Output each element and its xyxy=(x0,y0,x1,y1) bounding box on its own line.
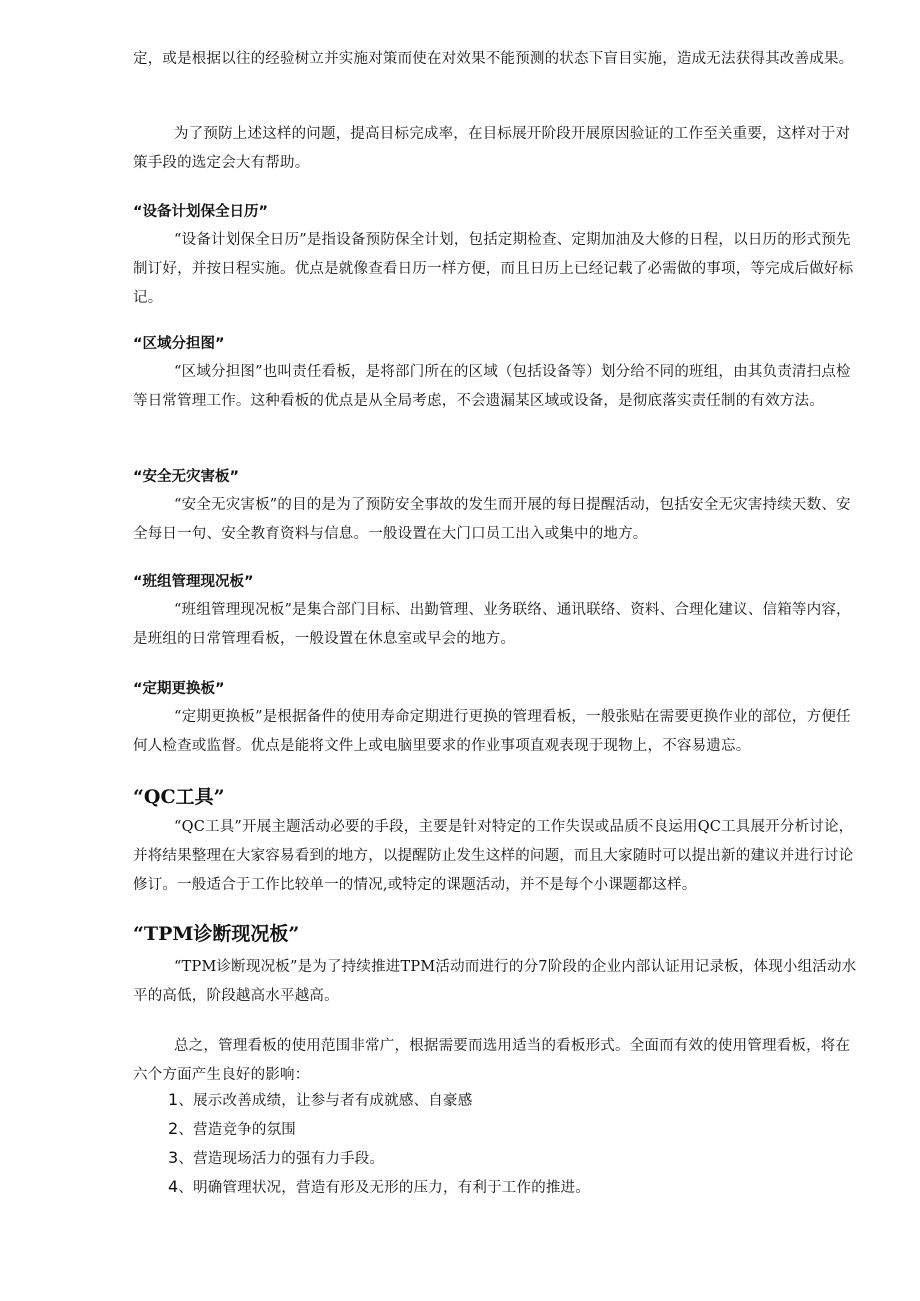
list-item-text: 、明确管理状况，营造有形及无形的压力，有利于工作的推进。 xyxy=(178,1180,590,1196)
conclusion-paragraph: 总之，管理看板的使用范围非常广，根据需要而选用适当的看板形式。全面而有效的使用管理看板，将在六个方面产生良好的影响： xyxy=(133,1038,851,1083)
section-heading-qc-tools: “QC工具” xyxy=(133,786,225,808)
section-heading-safety-board: “安全无灾害板” xyxy=(133,469,240,485)
section-body-qc-tools: “QC工具”开展主题活动必要的手段，主要是针对特定的工作失误或品质不良运用QC工具展开分析讨论，并将结果整理在大家容易看到的地方，以提醒防止发生这样的问题，而且大家随时可以提出新的建议并进行讨论修订。一般适合于工作比较单一的情况,或特定的课题活动，并不是每个小课题都这样。 xyxy=(133,819,854,893)
section-body-replacement-board: “定期更换板”是根据备件的使用寿命定期进行更换的管理看板，一般张贴在需要更换作业的部位，方便任何人检查或监督。优点是能将文件上或电脑里要求的作业事项直观表现于现物上，不容易遗忘。 xyxy=(133,709,851,754)
section-body-equipment-calendar: “设备计划保全日历”是指设备预防保全计划，包括定期检查、定期加油及大修的日程，以日历的形式预先制订好，并按日程实施。优点是就像查看日历一样方便，而且日历上已经记载了必需做的事项，等完成后做好标记。 xyxy=(133,232,854,306)
prevention-paragraph: 为了预防上述这样的问题，提高目标完成率，在目标展开阶段开展原因验证的工作至关重要，这样对于对策手段的选定会大有帮助。 xyxy=(133,126,851,171)
effects-list xyxy=(168,1086,858,1202)
list-item-text: 、营造竞争的氛围 xyxy=(178,1122,296,1138)
section-body-tpm-board: “TPM诊断现况板”是为了持续推进TPM活动而进行的分7阶段的企业内部认证用记录板，体现小组活动水平的高低，阶段越高水平越高。 xyxy=(133,959,857,1004)
list-item-number: 3 xyxy=(168,1148,179,1167)
list-item xyxy=(168,1115,858,1144)
section-heading-equipment-calendar: “设备计划保全日历” xyxy=(133,204,269,220)
list-item-number: 2 xyxy=(168,1119,179,1138)
section-body-area-map: “区域分担图”也叫责任看板，是将部门所在的区域（包括设备等）划分给不同的班组，由其负责清扫点检等日常管理工作。这种看板的优点是从全局考虑，不会遗漏某区域或设备，是彻底落实责任制的有效方法。 xyxy=(133,364,851,409)
section-heading-area-map: “区域分担图” xyxy=(133,336,225,352)
intro-continuation-paragraph: 定，或是根据以往的经验树立并实施对策而使在对效果不能预测的状态下盲目实施，造成无法获得其改善成果。 xyxy=(133,51,854,67)
section-body-team-board: “班组管理现况板”是集合部门目标、出勤管理、业务联络、通讯联络、资料、合理化建议、信箱等内容，是班组的日常管理看板，一般设置在休息室或早会的地方。 xyxy=(133,602,851,647)
list-item xyxy=(168,1144,858,1173)
list-item-text: 、营造现场活力的强有力手段。 xyxy=(178,1151,385,1167)
section-heading-team-board: “班组管理现况板” xyxy=(133,574,254,590)
list-item xyxy=(168,1173,858,1202)
list-item-number: 1 xyxy=(168,1090,179,1109)
section-heading-tpm-board: “TPM诊断现况板” xyxy=(133,923,300,945)
section-heading-replacement-board: “定期更换板” xyxy=(133,681,225,697)
list-item-number: 4 xyxy=(168,1177,179,1196)
list-item-text: 、展示改善成绩，让参与者有成就感、自豪感 xyxy=(178,1093,473,1109)
section-body-safety-board: “安全无灾害板”的目的是为了预防安全事故的发生而开展的每日提醒活动，包括安全无灾害持续天数、安全每日一句、安全教育资料与信息。一般设置在大门口员工出入或集中的地方。 xyxy=(133,497,851,542)
list-item xyxy=(168,1086,858,1115)
